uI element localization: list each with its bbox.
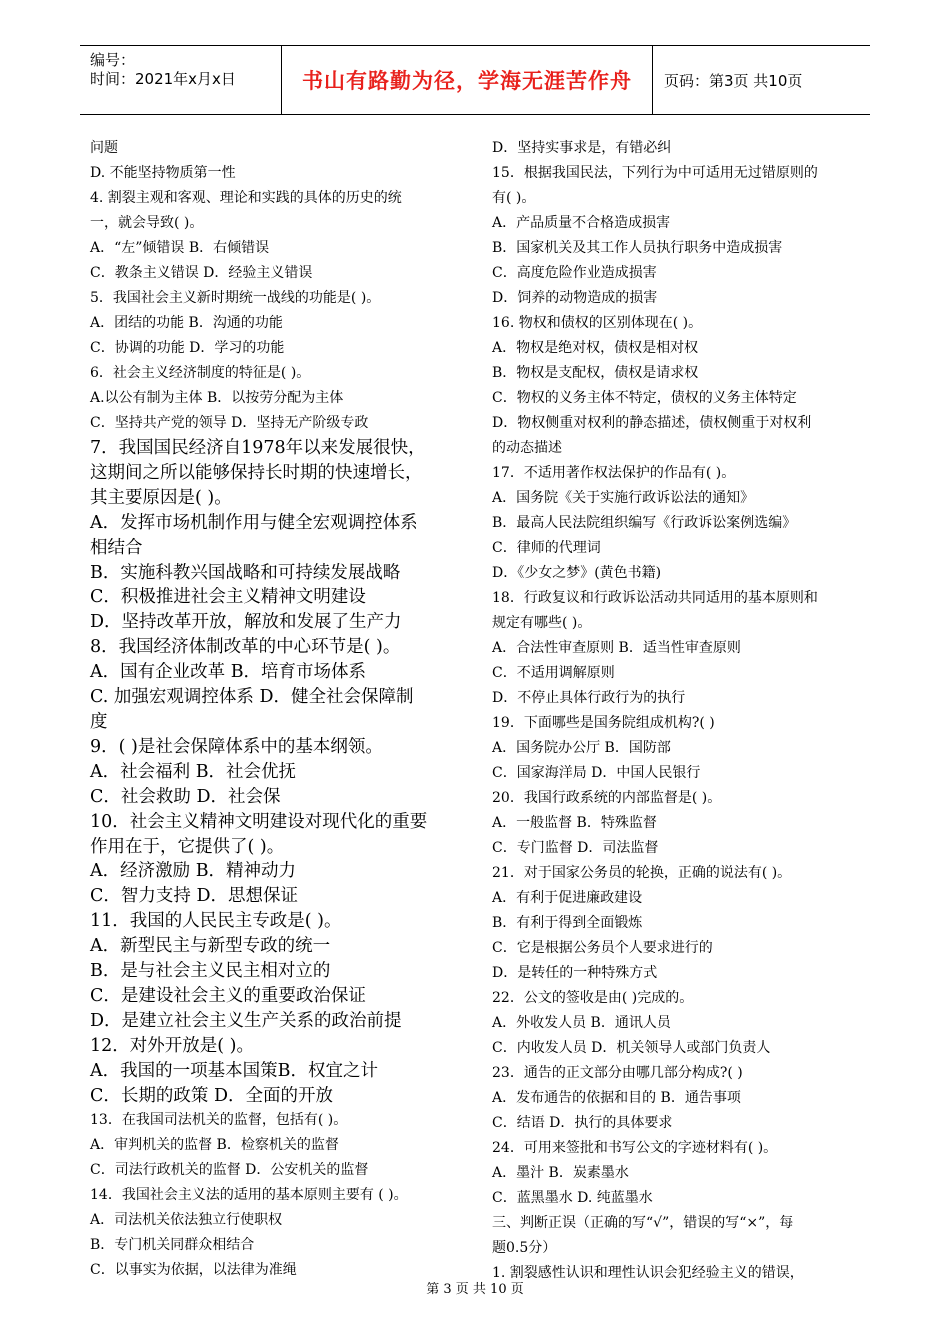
text-line: 14．我国社会主义法的适用的基本原则主要有 ( )。 xyxy=(90,1187,408,1204)
text-line: 19．下面哪些是国务院组成机构?( ) xyxy=(492,715,715,731)
text-line: 其主要原因是( )。 xyxy=(90,487,232,508)
text-line: C．长期的政策 D．全面的开放 xyxy=(90,1085,333,1106)
text-line: A．国务院办公厅 B．国防部 xyxy=(492,740,671,756)
text-line: 16. 物权和债权的区别体现在( )。 xyxy=(492,315,703,331)
text-line: 题0.5分） xyxy=(492,1240,557,1256)
text-line: C．蓝黑墨水 D. 纯蓝墨水 xyxy=(492,1190,653,1206)
text-line: D．是转任的一种特殊方式 xyxy=(492,965,658,981)
text-line: D．物权侧重对权利的静态描述，债权侧重于对权利 xyxy=(492,415,812,431)
text-line: C．不适用调解原则 xyxy=(492,665,615,681)
document-number-label: 编号： xyxy=(90,51,136,69)
text-line: 有( )。 xyxy=(492,190,536,206)
left-column xyxy=(90,136,462,1283)
text-line: 12．对外开放是( )。 xyxy=(90,1035,254,1056)
text-line: A．“左”倾错误 B．右倾错误 xyxy=(90,240,270,256)
text-line: 23．通告的正文部分由哪几部分构成?( ) xyxy=(492,1065,743,1081)
text-line: A.以公有制为主体 B．以按劳分配为主体 xyxy=(90,390,344,406)
text-line: C．高度危险作业造成损害 xyxy=(492,265,657,281)
text-line: C．协调的功能 D．学习的功能 xyxy=(90,340,285,356)
text-line: A．社会福利 B．社会优抚 xyxy=(90,761,297,782)
text-line: C．内收发人员 D．机关领导人或部门负责人 xyxy=(492,1040,771,1056)
text-line: C．司法行政机关的监督 D．公安机关的监督 xyxy=(90,1162,369,1179)
text-line: A．司法机关依法独立行使职权 xyxy=(90,1212,283,1229)
text-line: 规定有哪些( )。 xyxy=(492,615,592,631)
text-line: 相结合 xyxy=(90,537,143,558)
page-header xyxy=(80,45,870,115)
text-line: 三、判断正误（正确的写“√”，错误的写“×”，每 xyxy=(492,1215,794,1231)
text-line: 1. 割裂感性认识和理性认识会犯经验主义的错误， xyxy=(492,1265,804,1281)
text-line: B．最高人民法院组织编写《行政诉讼案例选编》 xyxy=(492,515,797,531)
text-line: A．国务院《关于实施行政诉讼法的通知》 xyxy=(492,490,755,506)
text-line: 8．我国经济体制改革的中心环节是( )。 xyxy=(90,637,401,658)
text-line: C．社会救助 D．社会保 xyxy=(90,786,281,807)
text-line: A．一般监督 B．特殊监督 xyxy=(492,815,657,831)
text-line: 15．根据我国民法，下列行为中可适用无过错原则的 xyxy=(492,165,818,181)
header-meta xyxy=(80,46,280,114)
text-line: B．实施科教兴国战略和可持续发展战略 xyxy=(90,562,401,583)
text-line: C．它是根据公务员个人要求进行的 xyxy=(492,940,713,956)
text-line: B．物权是支配权，债权是请求权 xyxy=(492,365,699,381)
text-line: C．坚持共产党的领导 D．坚持无产阶级专政 xyxy=(90,415,369,431)
text-line: 作用在于，它提供了( )。 xyxy=(90,836,285,857)
text-line: 的动态描述 xyxy=(492,440,562,456)
text-line: C．教条主义错误 D．经验主义错误 xyxy=(90,265,313,281)
text-line: C．国家海洋局 D．中国人民银行 xyxy=(492,765,701,781)
text-line: D. 不能坚持物质第一性 xyxy=(90,165,236,181)
text-line: C．是建设社会主义的重要政治保证 xyxy=(90,985,366,1006)
text-line: 9．( )是社会保障体系中的基本纲领。 xyxy=(90,736,383,757)
text-line: 5．我国社会主义新时期统一战线的功能是( )。 xyxy=(90,290,381,306)
text-line: C. 加强宏观调控体系 D．健全社会保障制 xyxy=(90,687,414,708)
text-line: A．墨汁 B．炭素墨水 xyxy=(492,1165,629,1181)
text-line: 问题 xyxy=(90,140,118,156)
text-line: A．国有企业改革 B．培育市场体系 xyxy=(90,662,367,683)
text-line: 6．社会主义经济制度的特征是( )。 xyxy=(90,365,311,381)
text-line: A．产品质量不合格造成损害 xyxy=(492,215,671,231)
text-line: A．发布通告的依据和目的 B．通告事项 xyxy=(492,1090,741,1106)
text-line: C．智力支持 D．思想保证 xyxy=(90,886,298,907)
text-line: C．专门监督 D．司法监督 xyxy=(492,840,659,856)
text-line: 11．我国的人民民主专政是( )。 xyxy=(90,911,342,932)
text-line: C．律师的代理词 xyxy=(492,540,601,556)
text-line: A．团结的功能 B．沟通的功能 xyxy=(90,315,283,331)
text-line: 21．对于国家公务员的轮换，正确的说法有( )。 xyxy=(492,865,792,881)
text-line: D．是建立社会主义生产关系的政治前提 xyxy=(90,1010,402,1031)
text-line: C．以事实为依据，以法律为准绳 xyxy=(90,1262,297,1279)
header-motto: 书山有路勤为径，学海无涯苦作舟 xyxy=(281,46,653,114)
text-line: B．国家机关及其工作人员执行职务中造成损害 xyxy=(492,240,783,256)
text-line: 20．我国行政系统的内部监督是( )。 xyxy=(492,790,722,806)
text-line: 18．行政复议和行政诉讼活动共同适用的基本原则和 xyxy=(492,590,818,606)
text-line: A．我国的一项基本国策B．权宜之计 xyxy=(90,1060,378,1081)
right-column xyxy=(492,136,870,1286)
text-line: D．不停止具体行政行为的执行 xyxy=(492,690,686,706)
text-line: 13．在我国司法机关的监督，包括有( )。 xyxy=(90,1112,348,1129)
text-line: A．外收发人员 B．通讯人员 xyxy=(492,1015,671,1031)
text-line: 22．公文的签收是由( )完成的。 xyxy=(492,990,694,1006)
text-line: 4. 割裂主观和客观、理论和实践的具体的历史的统 xyxy=(90,190,402,206)
header-page-info: 页码：第3页 共10页 xyxy=(664,71,803,90)
text-line: A．经济激励 B．精神动力 xyxy=(90,861,297,882)
text-line: 一，就会导致( )。 xyxy=(90,215,204,231)
text-line: B．是与社会主义民主相对立的 xyxy=(90,961,331,982)
page-footer: 第 3 页 共 10 页 xyxy=(426,1282,524,1297)
text-line: A．物权是绝对权，债权是相对权 xyxy=(492,340,699,356)
text-line: A．有利于促进廉政建设 xyxy=(492,890,643,906)
text-line: D．坚持实事求是，有错必纠 xyxy=(492,140,672,156)
text-line: 度 xyxy=(90,711,108,732)
text-line: 10．社会主义精神文明建设对现代化的重要 xyxy=(90,811,428,832)
text-line: B．有利于得到全面锻炼 xyxy=(492,915,643,931)
text-line: 17．不适用著作权法保护的作品有( )。 xyxy=(492,465,736,481)
text-line: B．专门机关同群众相结合 xyxy=(90,1237,255,1254)
text-line: 7．我国国民经济自1978年以来发展很快， xyxy=(90,438,426,458)
text-line: D．饲养的动物造成的损害 xyxy=(492,290,658,306)
text-line: A．新型民主与新型专政的统一 xyxy=(90,936,331,957)
text-line: A．审判机关的监督 B．检察机关的监督 xyxy=(90,1137,339,1154)
text-line: D．《少女之梦》(黄色书籍) xyxy=(492,565,662,581)
text-line: A．发挥市场机制作用与健全宏观调控体系 xyxy=(90,512,418,533)
text-line: C．积极推进社会主义精神文明建设 xyxy=(90,587,366,608)
text-line: A．合法性审查原则 B．适当性审查原则 xyxy=(492,640,741,656)
text-line: C．结语 D．执行的具体要求 xyxy=(492,1115,673,1131)
text-line: C．物权的义务主体不特定，债权的义务主体特定 xyxy=(492,390,797,406)
document-date-label: 时间：2021年x月x日 xyxy=(90,70,236,88)
text-line: D．坚持改革开放，解放和发展了生产力 xyxy=(90,612,402,633)
text-line: 这期间之所以能够保持长时期的快速增长， xyxy=(90,462,423,483)
text-line: 24．可用来签批和书写公文的字迹材料有( )。 xyxy=(492,1140,778,1156)
